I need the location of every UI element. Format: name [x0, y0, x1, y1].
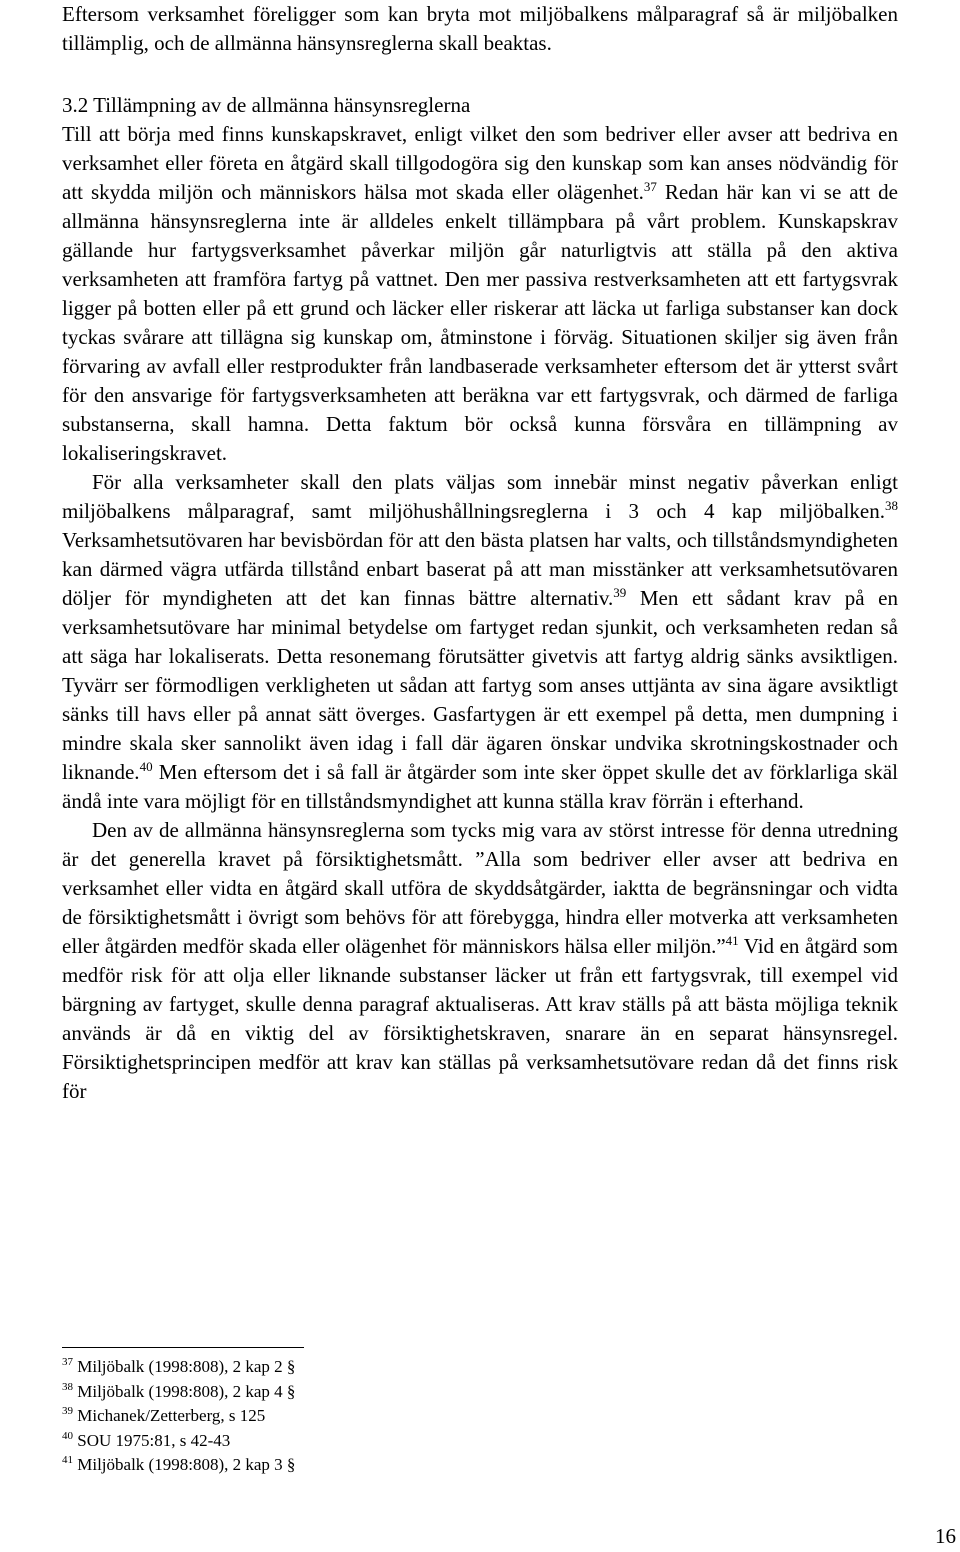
paragraph-text: Den av de allmänna hänsynsreglerna som tycks mig vara av störst intresse för denna utredning är det generella kravet på försiktighetsmått. ”Alla som bedriver eller avser att bedriva en verksamhet eller vidta en åtgärd skall utföra de skyddsåtgärder, iaktta de begränsningar och vidta de försiktighetsmått i övrigt som behövs för att förebygga, hindra eller motverka att verksamheten eller åtgärden medför skada eller olägenhet för människors hälsa eller miljön.”: [62, 818, 898, 958]
paragraph-text: Men eftersom det i så fall är åtgärder som inte sker öppet skulle det av förklarliga skäl ändå inte vara möjligt för en tillståndsmyndighet att kunna ställa krav förrän i efterhand.: [62, 760, 898, 813]
footnote-item: $^{39}$ Michanek/Zetterberg, s 125: [62, 1405, 266, 1425]
footnote-item: $^{37}$ Miljöbalk (1998:808), 2 kap 2 §: [62, 1356, 296, 1376]
intro-paragraph: Eftersom verksamhet föreligger som kan bryta mot miljöbalkens målparagraf så är miljöbalken tillämplig, och de allmänna hänsynsreglerna skall beaktas.: [62, 2, 898, 55]
paragraph-localisation: [62, 468, 898, 816]
footnote-ref[interactable]: 40: [139, 759, 153, 774]
paragraph-text: Redan här kan vi se att de allmänna hänsynsreglerna inte är alldeles enkelt tillämpbara på vårt problem. Kunskapskrav gällande hur fartygsverksamhet påverkar miljön går naturligtvis att ställa på den aktiva verksamheten att framföra fartyg på vattnet. Den mer passiva restverksamheten att ett fartygsvrak ligger på botten eller på ett grund och läcker eller riskerar att läcka ut farliga substanser kan dock tyckas svårare att tillägna sig kunskap om, åtminstone i förväg. Situationen skiljer sig även från förvaring av avfall eller restprodukter från landbaserade verksamheter eftersom det är ytterst svårt för den ansvarige för fartygsverksamheten att beräkna var ett fartygsvrak, och därmed de farliga substanserna, skall hamna. Detta faktum bör också kunna försvåra en tillämpning av lokaliseringskravet.: [62, 180, 898, 465]
footnote-text: SOU 1975:81, s 42-43: [77, 1430, 231, 1450]
paragraph-precaution: [62, 816, 898, 1106]
paragraph-text: Men ett sådant krav på en verksamhetsutövare har minimal betydelse om fartyget redan sjunkit, och verksamheten redan så att säga har lokaliserats. Detta resonemang förutsätter givetvis att fartyg aldrig sänks avsiktligen. Tyvärr ser förmodligen verkligheten ut sådan att fartyg som anses uttjänta av sina ägare avsiktligt sänks till havs eller på annat sätt överges. Gasfartygen är ett exempel på detta, men dumpning i mindre skala sker sannolikt även idag i fall där ägaren önskar undvika skrotningskostnader och liknande.: [62, 586, 899, 784]
footnote-divider: [62, 1347, 304, 1348]
paragraph-text: Till att börja med finns kunskapskravet, enligt vilket den som bedriver eller avser att bedriva en verksamhet eller företa en åtgärd skall tillgodogöra sig den kunskap som kan anses nödvändig för att skydda miljön och människors hälsa mot skada eller olägenhet.: [62, 122, 898, 204]
paragraph-text: Vid en åtgärd som medför risk för att olja eller liknande substanser läcker ut från ett fartygsvrak, till exempel vid bärgning av fartyget, skulle denna paragraf aktualiseras. Att krav ställs på att bästa möjliga teknik används är då en viktig del av försiktighetskraven, snarare än en separat hänsynsregel. Försiktighetsprincipen medför att krav kan ställas på verksamhetsutövare redan då det finns risk för: [62, 934, 898, 1103]
footnote-ref[interactable]: 37: [643, 179, 657, 194]
footnote-item: $^{38}$ Miljöbalk (1998:808), 2 kap 4 §: [62, 1380, 296, 1401]
paragraph-knowledge-requirement: [62, 120, 898, 468]
body-text: [62, 120, 898, 1106]
footnote-text: Michanek/Zetterberg, s 125: [77, 1406, 266, 1425]
footnote-text: Miljöbalk (1998:808), 2 kap 2 §: [77, 1357, 296, 1376]
footnote-ref[interactable]: 39: [613, 585, 627, 600]
footnote-text: Miljöbalk (1998:808), 2 kap 4 §: [77, 1381, 296, 1401]
footnote-item: $^{41}$ Miljöbalk (1998:808), 2 kap 3 §: [62, 1454, 296, 1474]
footnote-text: Miljöbalk (1998:808), 2 kap 3 §: [77, 1455, 296, 1474]
footnote-ref[interactable]: 38: [885, 498, 898, 513]
page-number: 16: [935, 1524, 956, 1548]
footnote-item: $^{40}$ SOU 1975:81, s 42-43: [62, 1429, 231, 1450]
paragraph-text: Verksamhetsutövaren har bevisbördan för att den bästa platsen har valts, och tillståndsmyndigheten kan därmed vägra utfärda tillstånd enbart baserat på att man misstänker att verksamhetsutövaren döljer för myndigheten att det kan finnas bättre alternativ.: [62, 528, 898, 610]
paragraph-text: För alla verksamheter skall den plats väljas som innebär minst negativ påverkan enligt miljöbalkens målparagraf, samt miljöhushållningsreglerna i 3 och 4 kap miljöbalken.: [62, 470, 898, 523]
footnote-list: [62, 1355, 562, 1478]
section-heading: 3.2 Tillämpning av de allmänna hänsynsreglerna: [62, 93, 471, 117]
footnote-ref[interactable]: 41: [725, 933, 739, 948]
